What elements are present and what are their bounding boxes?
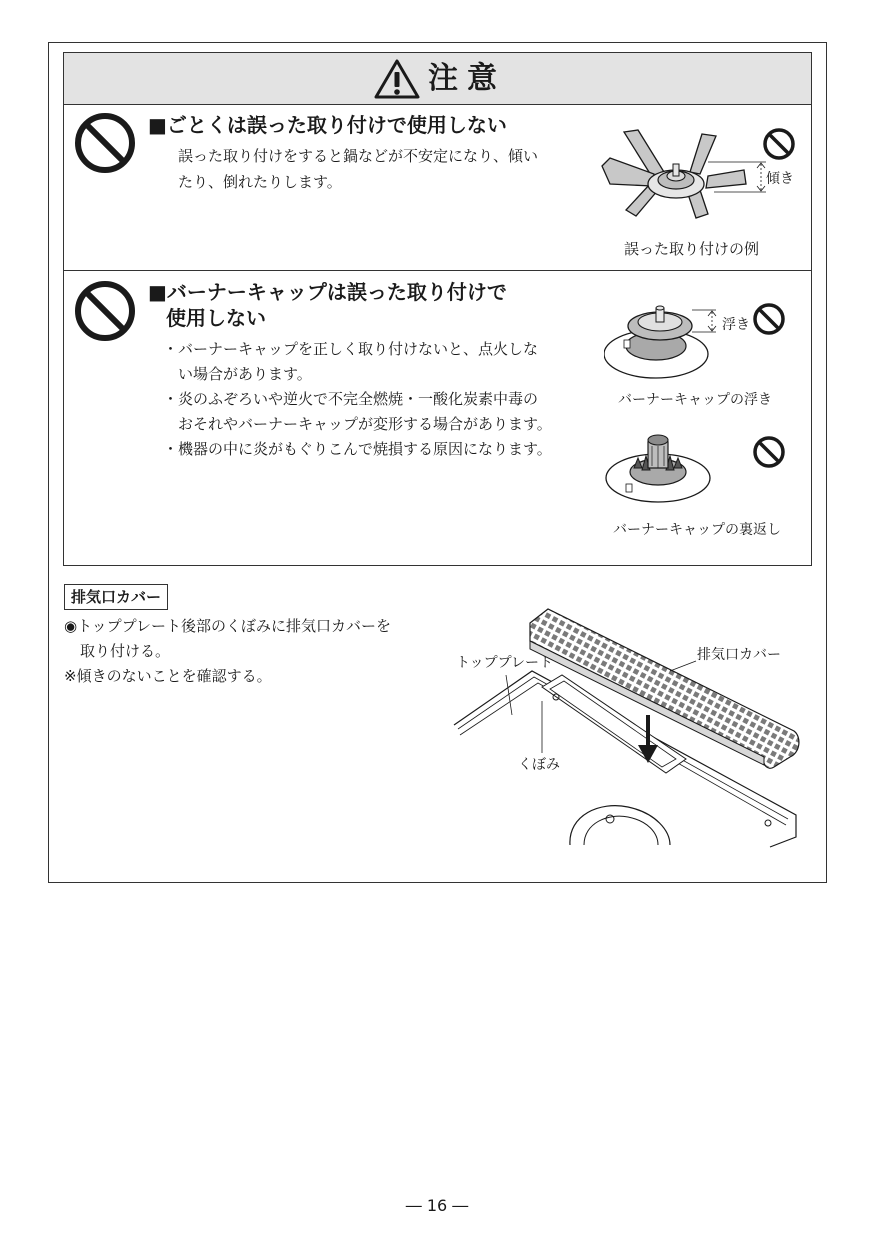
exhaust-instruction-line1: ◉トッププレート後部のくぼみに排気口カバーを <box>64 617 392 635</box>
warning-triangle-icon <box>373 58 421 100</box>
prohibited-icon <box>74 112 136 174</box>
page-number: ― 16 ― <box>405 1196 469 1215</box>
tilt-label: 傾き <box>766 171 794 187</box>
prohibited-icon <box>752 435 786 469</box>
warning1-heading: ■ごとくは誤った取り付けで使用しない <box>148 113 507 137</box>
burner-cap-float-illustration <box>604 296 754 386</box>
caption-cap-float: バーナーキャップの浮き <box>618 392 772 408</box>
warning2-bullet1-line2: い場合があります。 <box>178 365 312 383</box>
callout-exhaust-cover: 排気口カバー <box>697 647 781 663</box>
exhaust-instruction-line2: 取り付ける。 <box>80 642 171 660</box>
exhaust-section-label: 排気口カバー <box>64 584 168 610</box>
prohibited-icon <box>74 280 136 342</box>
prohibited-icon <box>752 302 786 336</box>
exhaust-cover-illustration <box>450 605 810 848</box>
burner-cap-flipped-illustration <box>604 428 719 508</box>
callout-recess: くぼみ <box>518 757 560 773</box>
callout-top-plate: トッププレート <box>456 655 554 671</box>
caption-cap-flipped: バーナーキャップの裏返し <box>613 522 781 538</box>
warning2-bullet2-line1: ・炎のふぞろいや逆火で不完全燃焼・一酸化炭素中毒の <box>163 390 539 408</box>
warning2-bullet3-line1: ・機器の中に炎がもぐりこんで焼損する原因になります。 <box>163 440 552 458</box>
float-label: 浮き <box>722 317 750 333</box>
caution-title: 注意 <box>428 61 506 96</box>
prohibited-icon <box>762 127 796 161</box>
warning1-body-line2: たり、倒れたりします。 <box>178 173 342 191</box>
caution-divider <box>64 270 811 271</box>
warning1-body-line1: 誤った取り付けをすると鍋などが不安定になり、傾い <box>178 147 539 165</box>
warning2-bullet2-line2: おそれやバーナーキャップが変形する場合があります。 <box>178 415 552 433</box>
exhaust-note: ※傾きのないことを確認する。 <box>64 667 272 685</box>
warning2-heading-line1: ■バーナーキャップは誤った取り付けで <box>148 280 507 304</box>
warning1-caption: 誤った取り付けの例 <box>624 240 760 258</box>
warning2-bullet1-line1: ・バーナーキャップを正しく取り付けないと、点火しな <box>163 340 539 358</box>
warning2-heading-line2: 使用しない <box>166 306 266 330</box>
